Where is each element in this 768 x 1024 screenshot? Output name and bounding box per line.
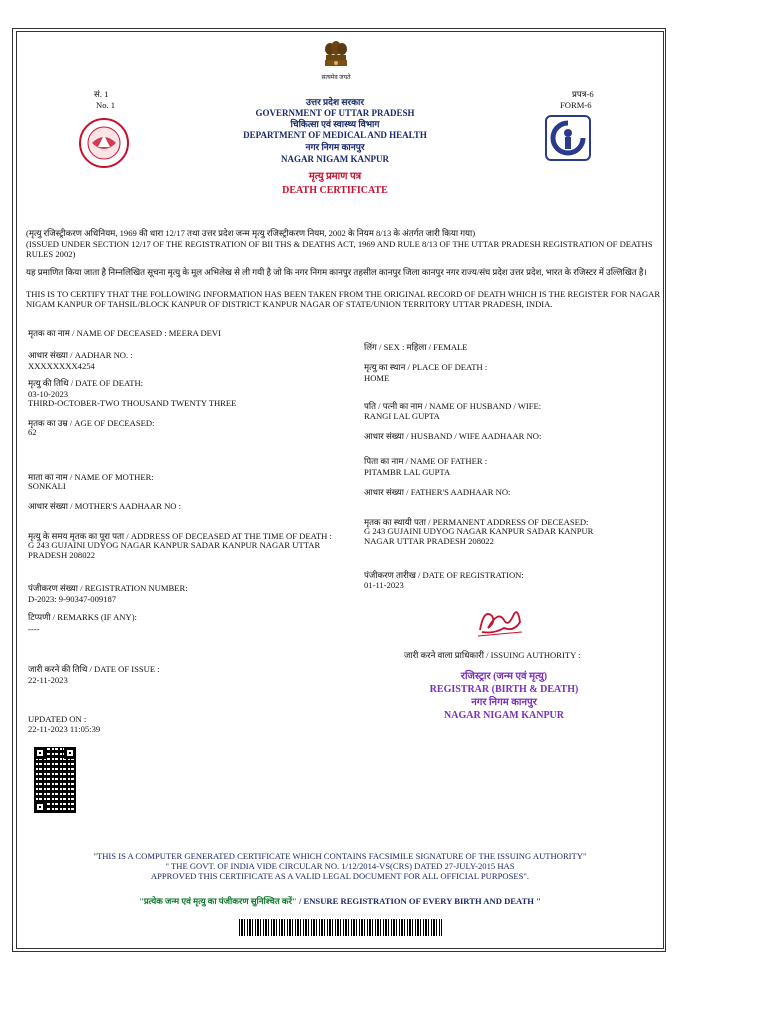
facsimile-signature [474,602,526,640]
footer-note-1: "THIS IS A COMPUTER GENERATED CERTIFICATE WHICH CONTAINS FACSIMILE SIGNATURE OF THE ISSUING AUTHORITY" [93,851,587,861]
registration-logo-icon [545,115,591,161]
father-aadhaar-label: आधार संख्या / FATHER'S AADHAAR NO: [364,487,511,497]
name-of-deceased: मृतक का नाम / NAME OF DECEASED : MEERA DEVI [28,328,222,338]
place-of-death-label: मृत्यु का स्थान / PLACE OF DEATH : [364,362,488,372]
form-en: FORM-6 [560,100,592,110]
dept-en: DEPARTMENT OF MEDICAL AND HEALTH [243,130,427,140]
slogan-en: / ENSURE REGISTRATION OF EVERY BIRTH AND DEATH " [296,896,541,906]
aadhar-label: आधार संख्या / AADHAR NO. : [28,350,133,360]
permanent-address-label: मृतक का स्थायी पता / PERMANENT ADDRESS OF DECEASED: [364,517,589,527]
age-label: मृतक का उम्र / AGE OF DECEASED: [28,418,155,428]
sex-label: लिंग / SEX : महिला / FEMALE [364,342,468,352]
serial-hi: सं. 1 [94,89,109,99]
qr-finder [64,747,76,759]
emblem-motto: सत्यमेव जयते [321,75,351,81]
state-en: GOVERNMENT OF UTTAR PRADESH [255,108,415,118]
slogan-hi: "प्रत्येक जन्म एवं मृत्यु का पंजीकरण सुनिश्चित करें" [139,896,297,906]
father-value: PITAMBR LAL GUPTA [364,467,451,477]
registration-date-value: 01-11-2023 [364,580,404,590]
act-hi: (मृत्यु रजिस्ट्रीकरण अधिनियम, 1969 की धारा 12/17 तथा उत्तर प्रदेश जन्म मृत्यु रजिस्ट्रीकरण नियम, 2002 के नियम 8/13 के अंतर्गत जारी किया गया) [26,228,476,238]
remarks-value: ---- [28,624,40,634]
mother-aadhaar-label: आधार संख्या / MOTHER'S AADHAAR NO : [28,501,182,511]
aadhar-value: XXXXXXXX4254 [28,361,95,371]
father-label: पिता का नाम / NAME OF FATHER : [364,456,488,466]
place-of-death-value: HOME [364,373,390,383]
qr-code [34,747,76,813]
authority-body-hi: नगर निगम कानपुर [471,697,537,708]
husband-label: पति / पत्नी का नाम / NAME OF HUSBAND / WIFE: [364,401,542,411]
mother-value: SONKALI [28,481,66,491]
husband-value: RANGI LAL GUPTA [364,411,440,421]
date-of-issue-label: जारी करने की तिथि / DATE OF ISSUE : [28,664,160,674]
updated-on-value: 22-11-2023 11:05:39 [28,724,101,734]
dept-hi: चिकित्सा एवं स्वास्थ्य विभाग [290,119,380,129]
form-hi: प्रपत्र-6 [572,89,594,99]
certify-hi: यह प्रमाणित किया जाता है निम्नलिखित सूचना मृत्यु के मूल अभिलेख से ली गयी है जो कि नगर निगम कानपुर तहसील कानपुर जिला कानपुर नगर राज्य/संघ प्रदेश उत्तर प्रदेश, भारत के रजिस्टर में उल्लिखित है। [26,267,647,277]
state-hi: उत्तर प्रदेश सरकार [305,97,365,107]
permanent-address-value: G 243 GUJAINI UDYOG NAGAR KANPUR SADAR KANPUR NAGAR UTTAR PRADESH 208022 [364,526,594,546]
title-hi: मृत्यु प्रमाण पत्र [308,171,362,182]
qr-finder [34,801,46,813]
remarks-label: टिप्पणी / REMARKS (IF ANY): [28,612,137,622]
authority-body-en: NAGAR NIGAM KANPUR [444,710,564,721]
national-emblem-icon [322,40,350,74]
updated-on-label: UPDATED ON : [28,714,87,724]
act-en: (ISSUED UNDER SECTION 12/17 OF THE REGISTRATION OF BII THS & DEATHS ACT, 1969 AND RULE 8/13 OF THE UTTAR PRADESH REGISTRATION OF DEATHS RULES 2002) [26,239,653,259]
registration-number-label: पंजीकरण संख्या / REGISTRATION NUMBER: [28,583,188,593]
barcode [239,919,442,936]
date-of-issue-value: 22-11-2023 [28,675,68,685]
address-label: मृत्यु के समय मृतक का पूरा पता / ADDRESS OF DECEASED AT THE TIME OF DEATH : [28,531,332,541]
age-value: 62 [28,427,37,437]
date-of-death-words: THIRD-OCTOBER-TWO THOUSAND TWENTY THREE [28,398,237,408]
footer-slogan [40,896,640,906]
registrar-en: REGISTRAR (BIRTH & DEATH) [429,684,579,695]
footer-note-3: APPROVED THIS CERTIFICATE AS A VALID LEGAL DOCUMENT FOR ALL OFFICIAL PURPOSES". [150,871,530,881]
mother-label: माता का नाम / NAME OF MOTHER: [28,472,154,482]
title-en: DEATH CERTIFICATE [282,185,388,196]
date-of-death-value: 03-10-2023 [28,389,69,399]
certify-en: THIS IS TO CERTIFY THAT THE FOLLOWING INFORMATION HAS BEEN TAKEN FROM THE ORIGINAL RECORD OF DEATH WHICH IS THE REGISTER FOR NAGAR NIGAM KANPUR OF TAHSIL/BLOCK KANPUR OF DISTRICT KANPUR NAGAR OF STATE/UNION TERRITORY UTTAR PRADESH, INDIA. [26,289,661,309]
serial-en: No. 1 [96,100,116,110]
issuing-authority-label: जारी करने वाला प्राधिकारी / ISSUING AUTHORITY : [404,650,581,660]
registrar-hi: रजिस्ट्रार (जन्म एवं मृत्यु) [460,671,548,682]
registration-date-label: पंजीकरण तारीख / DATE OF REGISTRATION: [364,570,524,580]
address-value: G 243 GUJAINI UDYOG NAGAR KANPUR SADAR KANPUR NAGAR UTTAR PRADESH 208022 [28,540,321,560]
seal-text [78,137,130,147]
footer-note-2: " THE GOVT. OF INDIA VIDE CIRCULAR NO. 1/12/2014-VS(CRS) DATED 27-JULY-2015 HAS [165,861,515,871]
body-en: NAGAR NIGAM KANPUR [281,154,389,164]
husband-aadhaar-label: आधार संख्या / HUSBAND / WIFE AADHAAR NO: [364,431,542,441]
date-of-death-label: मृत्यु की तिथि / DATE OF DEATH: [28,378,144,388]
qr-finder [34,747,46,759]
body-hi: नगर निगम कानपुर [305,142,365,152]
registration-number-value: D-2023: 9-90347-009187 [28,594,117,604]
